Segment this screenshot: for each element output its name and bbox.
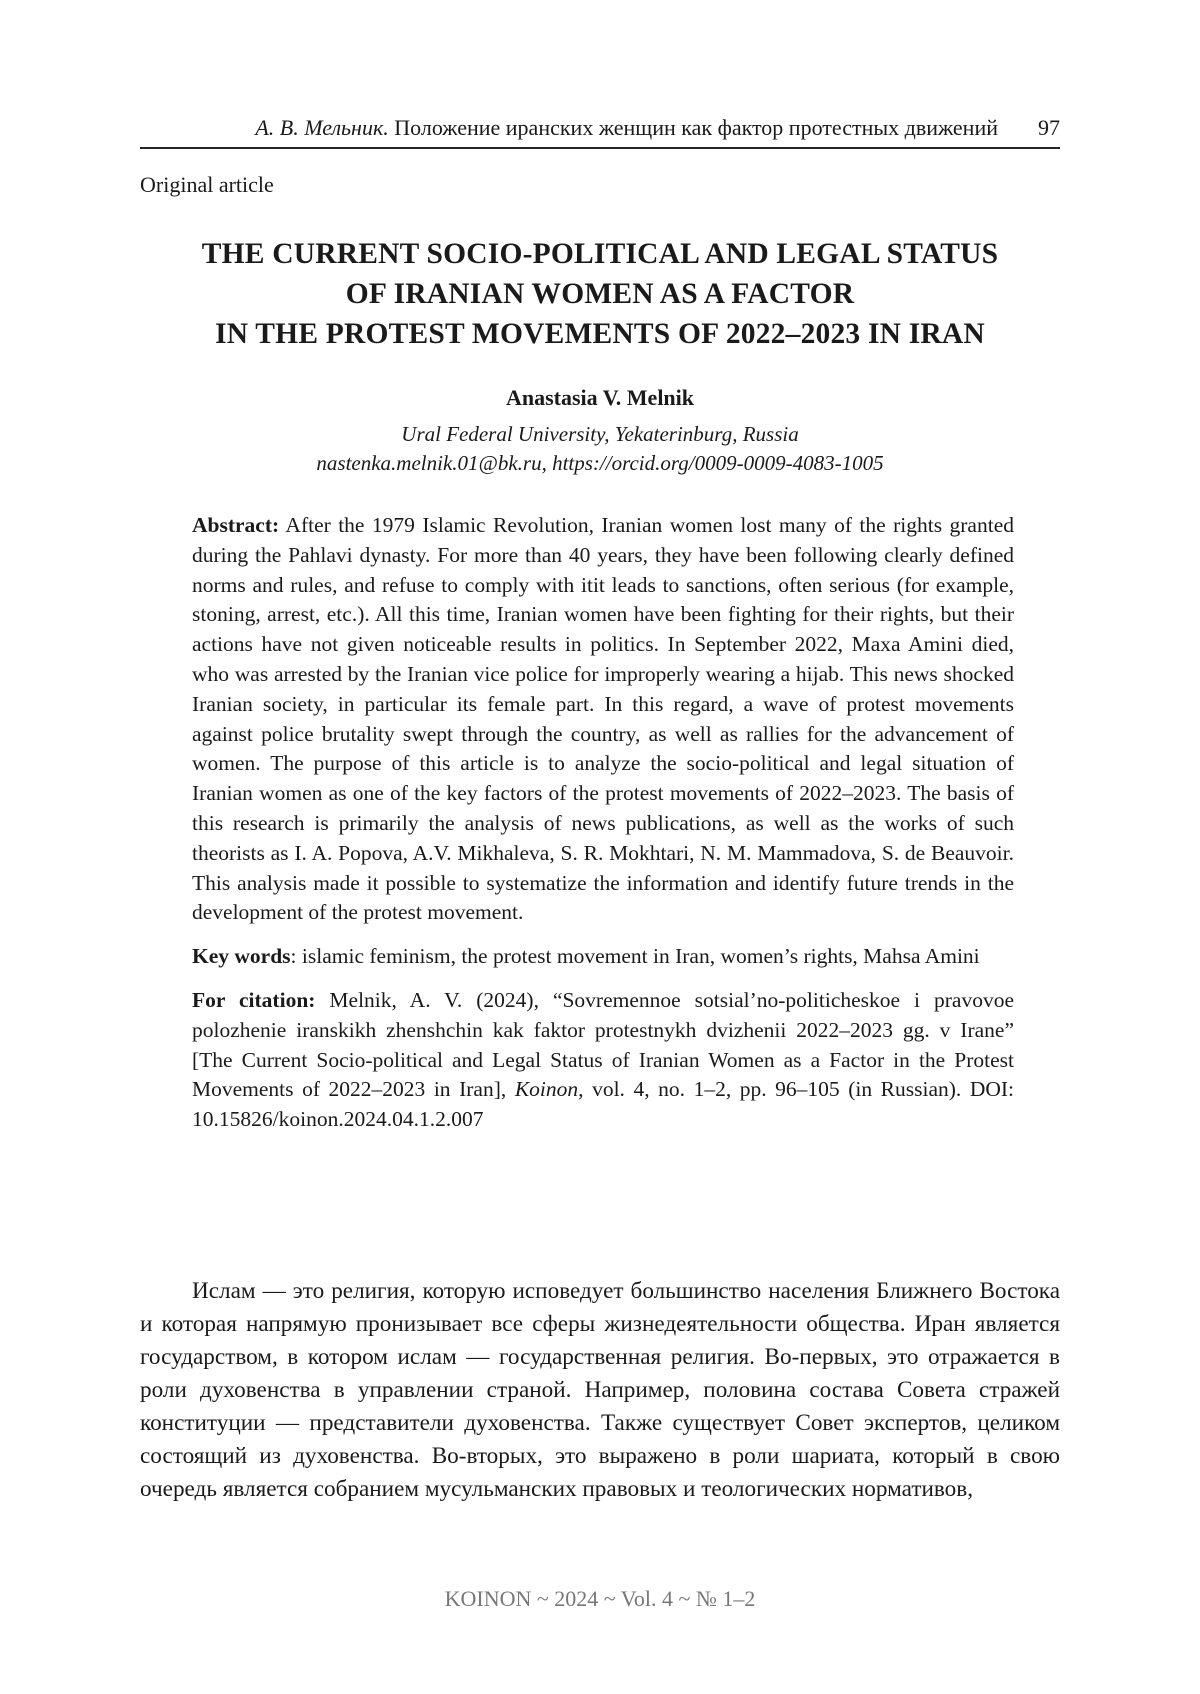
title-line: IN THE PROTEST MOVEMENTS OF 2022–2023 IN IRAN xyxy=(140,314,1060,354)
running-head-title: Положение иранских женщин как фактор протестных движений xyxy=(389,115,998,140)
running-head-text xyxy=(255,115,998,141)
abstract-text: After the 1979 Islamic Revolution, Iranian women lost many of the rights granted during the Pahlavi dynasty. For more than 40 years, they have been following clearly defined norms and rules, and refuse to comply with itit leads to sanctions, often serious (for example, stoning, arrest, etc.). All this time, Iranian women have been fighting for their rights, but their actions have not given noticeable results in politics. In September 2022, Maxa Amini died, who was arrested by the Iranian vice police for improperly wearing a hijab. This news shocked Iranian society, in particular its female part. In this regard, a wave of protest movements against police brutality swept through the country, as well as rallies for the advancement of women. The purpose of this article is to analyze the socio-political and legal situation of Iranian women as one of the key factors of the protest movements of 2022–2023. The basis of this research is primarily the analysis of news publications, as well as the works of such theorists as I. A. Popova, A.V. Mikhaleva, S. R. Mokhtari, N. M. Mammadova, S. de Beauvoir. This analysis made it possible to systematize the information and identify future trends in the development of the protest movement. xyxy=(192,513,1014,924)
article-title xyxy=(140,234,1060,354)
title-line: THE CURRENT SOCIO-POLITICAL AND LEGAL STATUS xyxy=(140,234,1060,274)
author-affiliation: Ural Federal University, Yekaterinburg, Russia xyxy=(140,420,1060,449)
page-number: 97 xyxy=(1038,115,1060,141)
citation-text-after: , vol. 4, no. 1–2, pp. 96–105 (in Russian). DOI: 10.15826/koinon.2024.04.1.2.007 xyxy=(192,1077,1014,1131)
body-paragraph: Ислам — это религия, которую исповедует большинство населения Ближнего Востока и которая напрямую пронизывает все сферы жизнедеятельности общества. Иран является государством, в котором ислам — государственная религия. Во-первых, это отражается в роли духовенства в управлении страной. Например, половина состава Совета стражей конституции — представители духовенства. Также существует Совет экспертов, целиком состоящий из духовенства. Во-вторых, это выражено в роли шариата, который в свою очередь является собранием мусульманских правовых и теологических нормативов, xyxy=(140,1275,1060,1506)
article-type: Original article xyxy=(140,172,274,198)
page-footer: KOINON ~ 2024 ~ Vol. 4 ~ № 1–2 xyxy=(140,1586,1060,1612)
body-text xyxy=(140,1275,1060,1506)
citation-label: For citation: xyxy=(192,988,315,1012)
keywords-label: Key words xyxy=(192,944,291,968)
running-head xyxy=(140,115,1060,149)
citation-text-before: Melnik, A. V. (2024), “Sovremennoe sotsial’no-politicheskoe i pravovoe polozhenie iranskikh zhenshchin kak faktor protestnykh dvizhenii 2022–2023 gg. v Irane” [The Current Socio-political and Legal Status of Iranian Women as a Factor in the Protest Movements of 2022–2023 in Iran], xyxy=(192,988,1014,1101)
running-head-author: А. В. Мельник. xyxy=(255,115,388,140)
citation xyxy=(192,986,1014,1135)
author-name: Anastasia V. Melnik xyxy=(140,385,1060,411)
author-contact: nastenka.melnik.01@bk.ru, https://orcid.org/0009-0009-4083-1005 xyxy=(140,449,1060,478)
keywords-text: : islamic feminism, the protest movement in Iran, women’s rights, Mahsa Amini xyxy=(291,944,980,968)
author-affiliation-block xyxy=(140,420,1060,478)
abstract-label: Abstract: xyxy=(192,513,279,537)
keywords xyxy=(192,942,1014,972)
citation-journal: Koinon xyxy=(515,1077,578,1101)
abstract xyxy=(192,511,1014,928)
abstract-block xyxy=(192,511,1014,1135)
title-line: OF IRANIAN WOMEN AS A FACTOR xyxy=(140,274,1060,314)
